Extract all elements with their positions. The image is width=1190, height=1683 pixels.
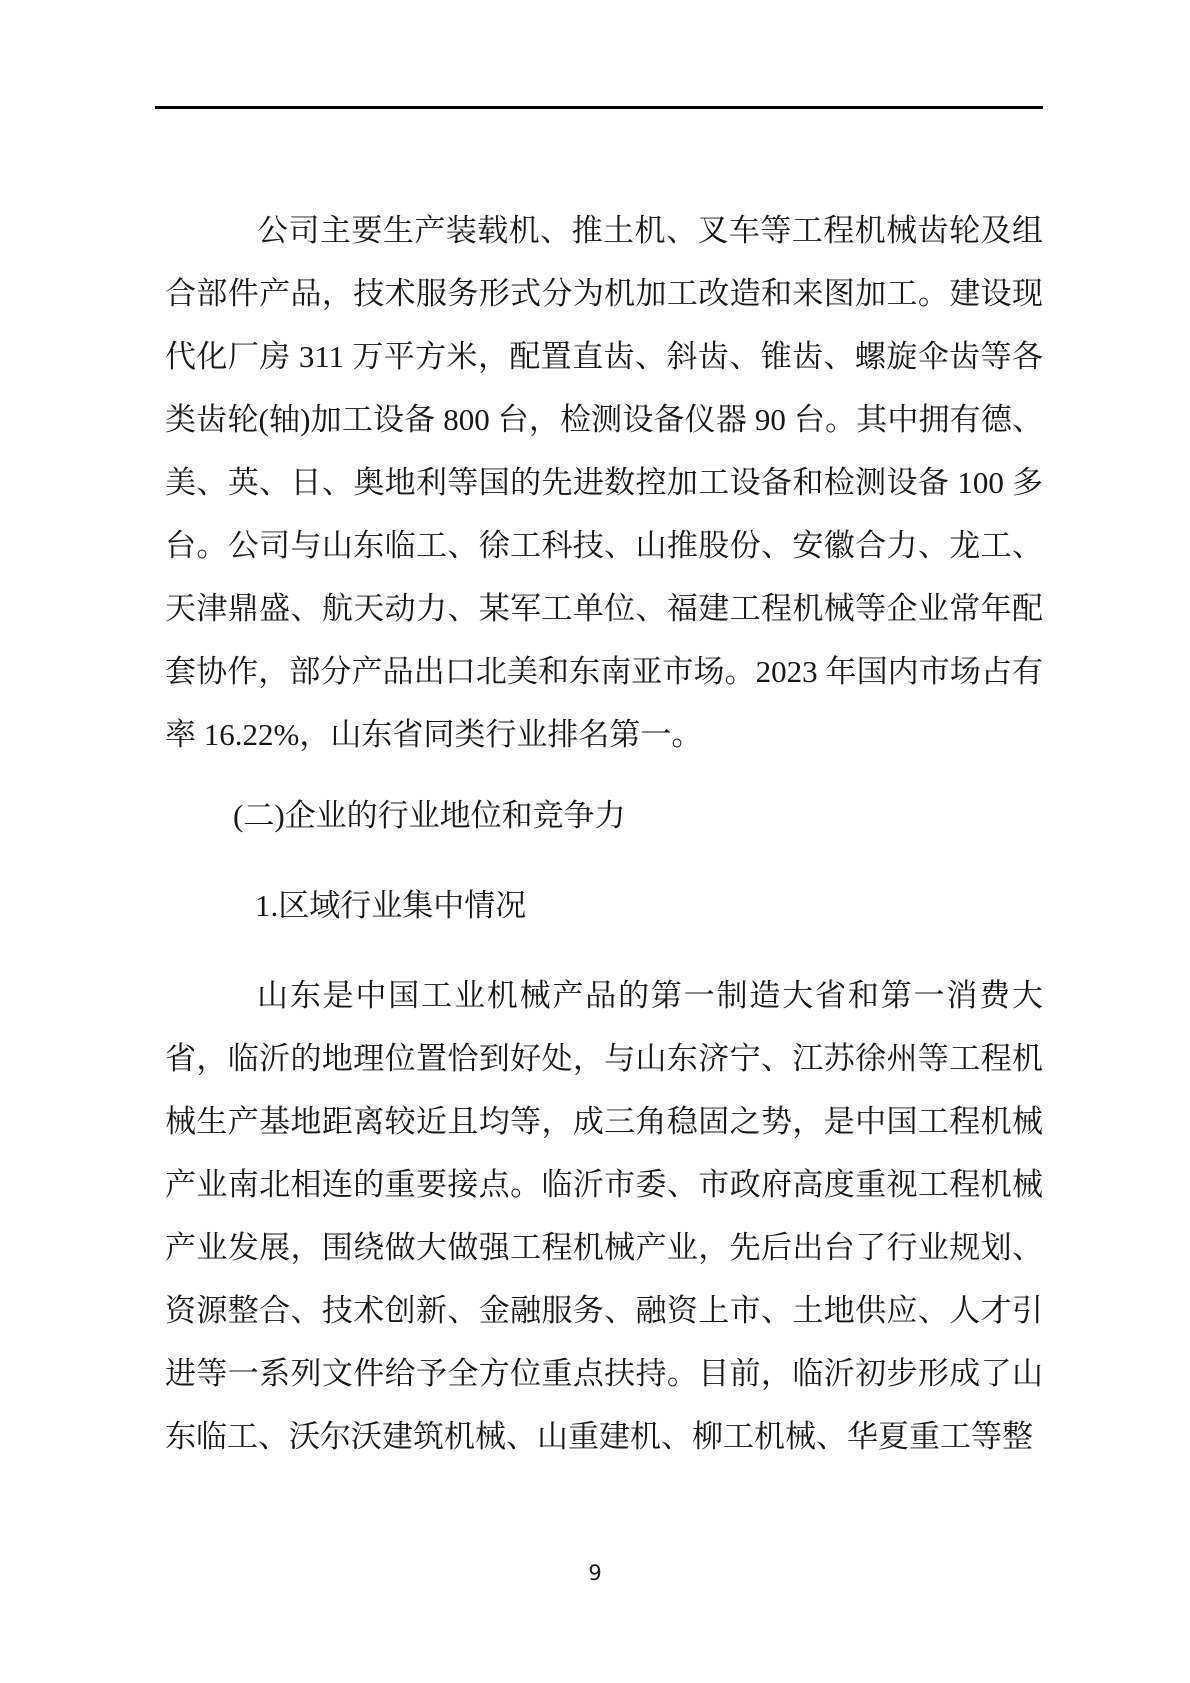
header-rule xyxy=(155,106,1043,109)
section-heading-industry-position: (二)企业的行业地位和竞争力 xyxy=(233,798,626,833)
sub-heading-regional-concentration: 1.区域行业集中情况 xyxy=(255,888,527,923)
paragraph-company-overview: 公司主要生产装载机、推土机、叉车等工程机械齿轮及组合部件产品，技术服务形式分为机加工改造和来图加工。建设现代化厂房 311 万平方米，配置直齿、斜齿、锥齿、螺旋伞齿等各类齿轮(轴)加工设备 800 台，检测设备仪器 90 台。其中拥有德、美、英、日、奥地利等国的先进数控加工设备和检测设备 100 多台。公司与山东临工、徐工科技、山推股份、安徽合力、龙工、天津鼎盛、航天动力、某军工单位、福建工程机械等企业常年配套协作，部分产品出口北美和东南亚市场。2023 年国内市场占有率 16.22%，山东省同类行业排名第一。 xyxy=(165,213,1043,752)
page-number: 9 xyxy=(588,1561,602,1585)
paragraph-regional-industry: 山东是中国工业机械产品的第一制造大省和第一消费大省，临沂的地理位置恰到好处，与山东济宁、江苏徐州等工程机械生产基地距离较近且均等，成三角稳固之势，是中国工程机械产业南北相连的重要接点。临沂市委、市政府高度重视工程机械产业发展，围绕做大做强工程机械产业，先后出台了行业规划、资源整合、技术创新、金融服务、融资上市、土地供应、人才引进等一系列文件给予全方位重点扶持。目前，临沂初步形成了山东临工、沃尔沃建筑机械、山重建机、柳工机械、华夏重工等整 xyxy=(165,978,1043,1454)
document-body xyxy=(165,199,1043,1468)
